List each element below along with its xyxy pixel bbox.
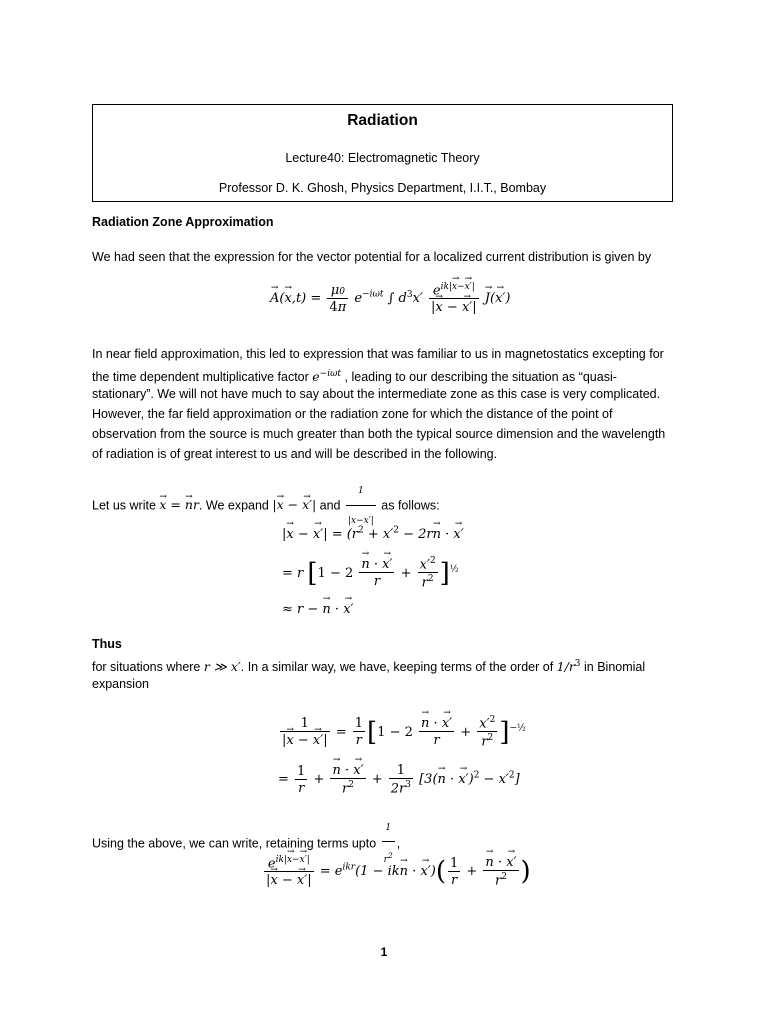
paragraph-4-line-2: expansion (92, 677, 149, 691)
math-phase-factor: $e^{-i\omega t}$ (312, 369, 342, 385)
text-fragment: Using the above, we can write, retaining terms upto (92, 836, 380, 851)
math-abs-diff: |→ x − → x′| (272, 497, 316, 512)
page-number: 1 (380, 945, 388, 959)
text-fragment: the time dependent multiplicative factor (92, 370, 313, 385)
text-fragment: . We expand (198, 498, 273, 513)
section-heading: Radiation Zone Approximation (92, 215, 274, 229)
math-order-term: $1/r^3$ (556, 659, 581, 675)
equation-binomial-1: $\frac{1}{|\to x - \to x'|}$ = $\frac{1}{r}$ [1 − 2 → $\frac{n \cdot \to x'}{r}$ + $\frac{x'^2}{r^2}$ ]$^{-\frac{1}{2}}$ (278, 716, 526, 749)
title-box (92, 104, 673, 202)
math-one-over-r2: $\frac{1}{r^2}$ (382, 816, 395, 872)
paragraph-2-line-3: stationary”. We will not have much to say about the intermediate zone as this case is very complicated. (92, 387, 661, 401)
text-fragment: Let us write (92, 498, 160, 513)
math-r-gg-x: r ≫ x′ (203, 659, 241, 675)
text-fragment: and (316, 498, 344, 513)
paragraph-3 (92, 478, 692, 534)
paragraph-2-line-5: observation from the source is much greater than both the typical source dimension and the wavelength (92, 427, 666, 441)
equation-vector-potential: → A(→ x,t) = $\frac{\mu 0}{4\pi}$ $e^{-i\omega t}$ ∫ $d^3x'$ $\frac{e^{ik|\to x-\to x'|}}{|\to x - \to x'|}$ → J(→ x′) (270, 283, 510, 314)
doc-title: Radiation (347, 112, 418, 129)
paragraph-1: We had seen that the expression for the vector potential for a localized current distribution is given by (92, 250, 652, 264)
text-fragment: . In a similar way, we have, keeping terms of the order of (240, 660, 557, 675)
thus-label: Thus (92, 637, 122, 651)
math-inverse-abs: $\frac{1}{|x-x'|}$ (346, 478, 376, 534)
lecture-subtitle: Lecture40: Electromagnetic Theory (285, 151, 480, 165)
paragraph-2-line-1: In near field approximation, this led to expression that was familiar to us in magnetostatics excepting for (92, 347, 664, 361)
text-fragment: , (396, 836, 401, 851)
paragraph-2-line-4: However, the far field approximation or the radiation zone for which the distance of the point of (92, 407, 613, 421)
text-fragment: in Binomial (580, 660, 646, 675)
equation-abs-expansion-2: = r [1 − 2 → $\frac{n \cdot \to x'}{r}$ + $\frac{x'^2}{r^2}$ ]$^{\frac{1}{2}}$ (282, 557, 459, 590)
equation-binomial-2: = $\frac{1}{r}$ + → $\frac{n \cdot \to x'}{r^2}$ + $\frac{1}{2r^3}$ [3(→ n · → $x')^2 - x'^2$] (278, 764, 520, 795)
text-fragment: for situations where (92, 660, 204, 675)
equation-abs-expansion-1: |→ x − → $x'| = (r^2 + x'^2 - 2r\to n$ · → x′ (282, 527, 464, 541)
equation-abs-expansion-3: ≈ r − → n · → x′ (282, 603, 353, 616)
text-fragment: , leading to our describing the situation as “quasi- (341, 370, 617, 385)
equation-final: $\frac{e^{ik|\to x-\to x'|}}{|\to x - \to x'|}$ = $e^{ikr}(1 - ik\to n$ · → x′)( $\frac{1}{r}$ + → $\frac{n \cdot \to x'}{r^2}$ ) (262, 856, 531, 887)
text-fragment: as follows: (377, 498, 440, 513)
paragraph-2-line-6: of radiation is of great interest to us and will be described in the following. (92, 447, 498, 461)
math-x-eq-nr: → x = → nr (159, 497, 199, 512)
author-line: Professor D. K. Ghosh, Physics Department, I.I.T., Bombay (218, 181, 547, 195)
